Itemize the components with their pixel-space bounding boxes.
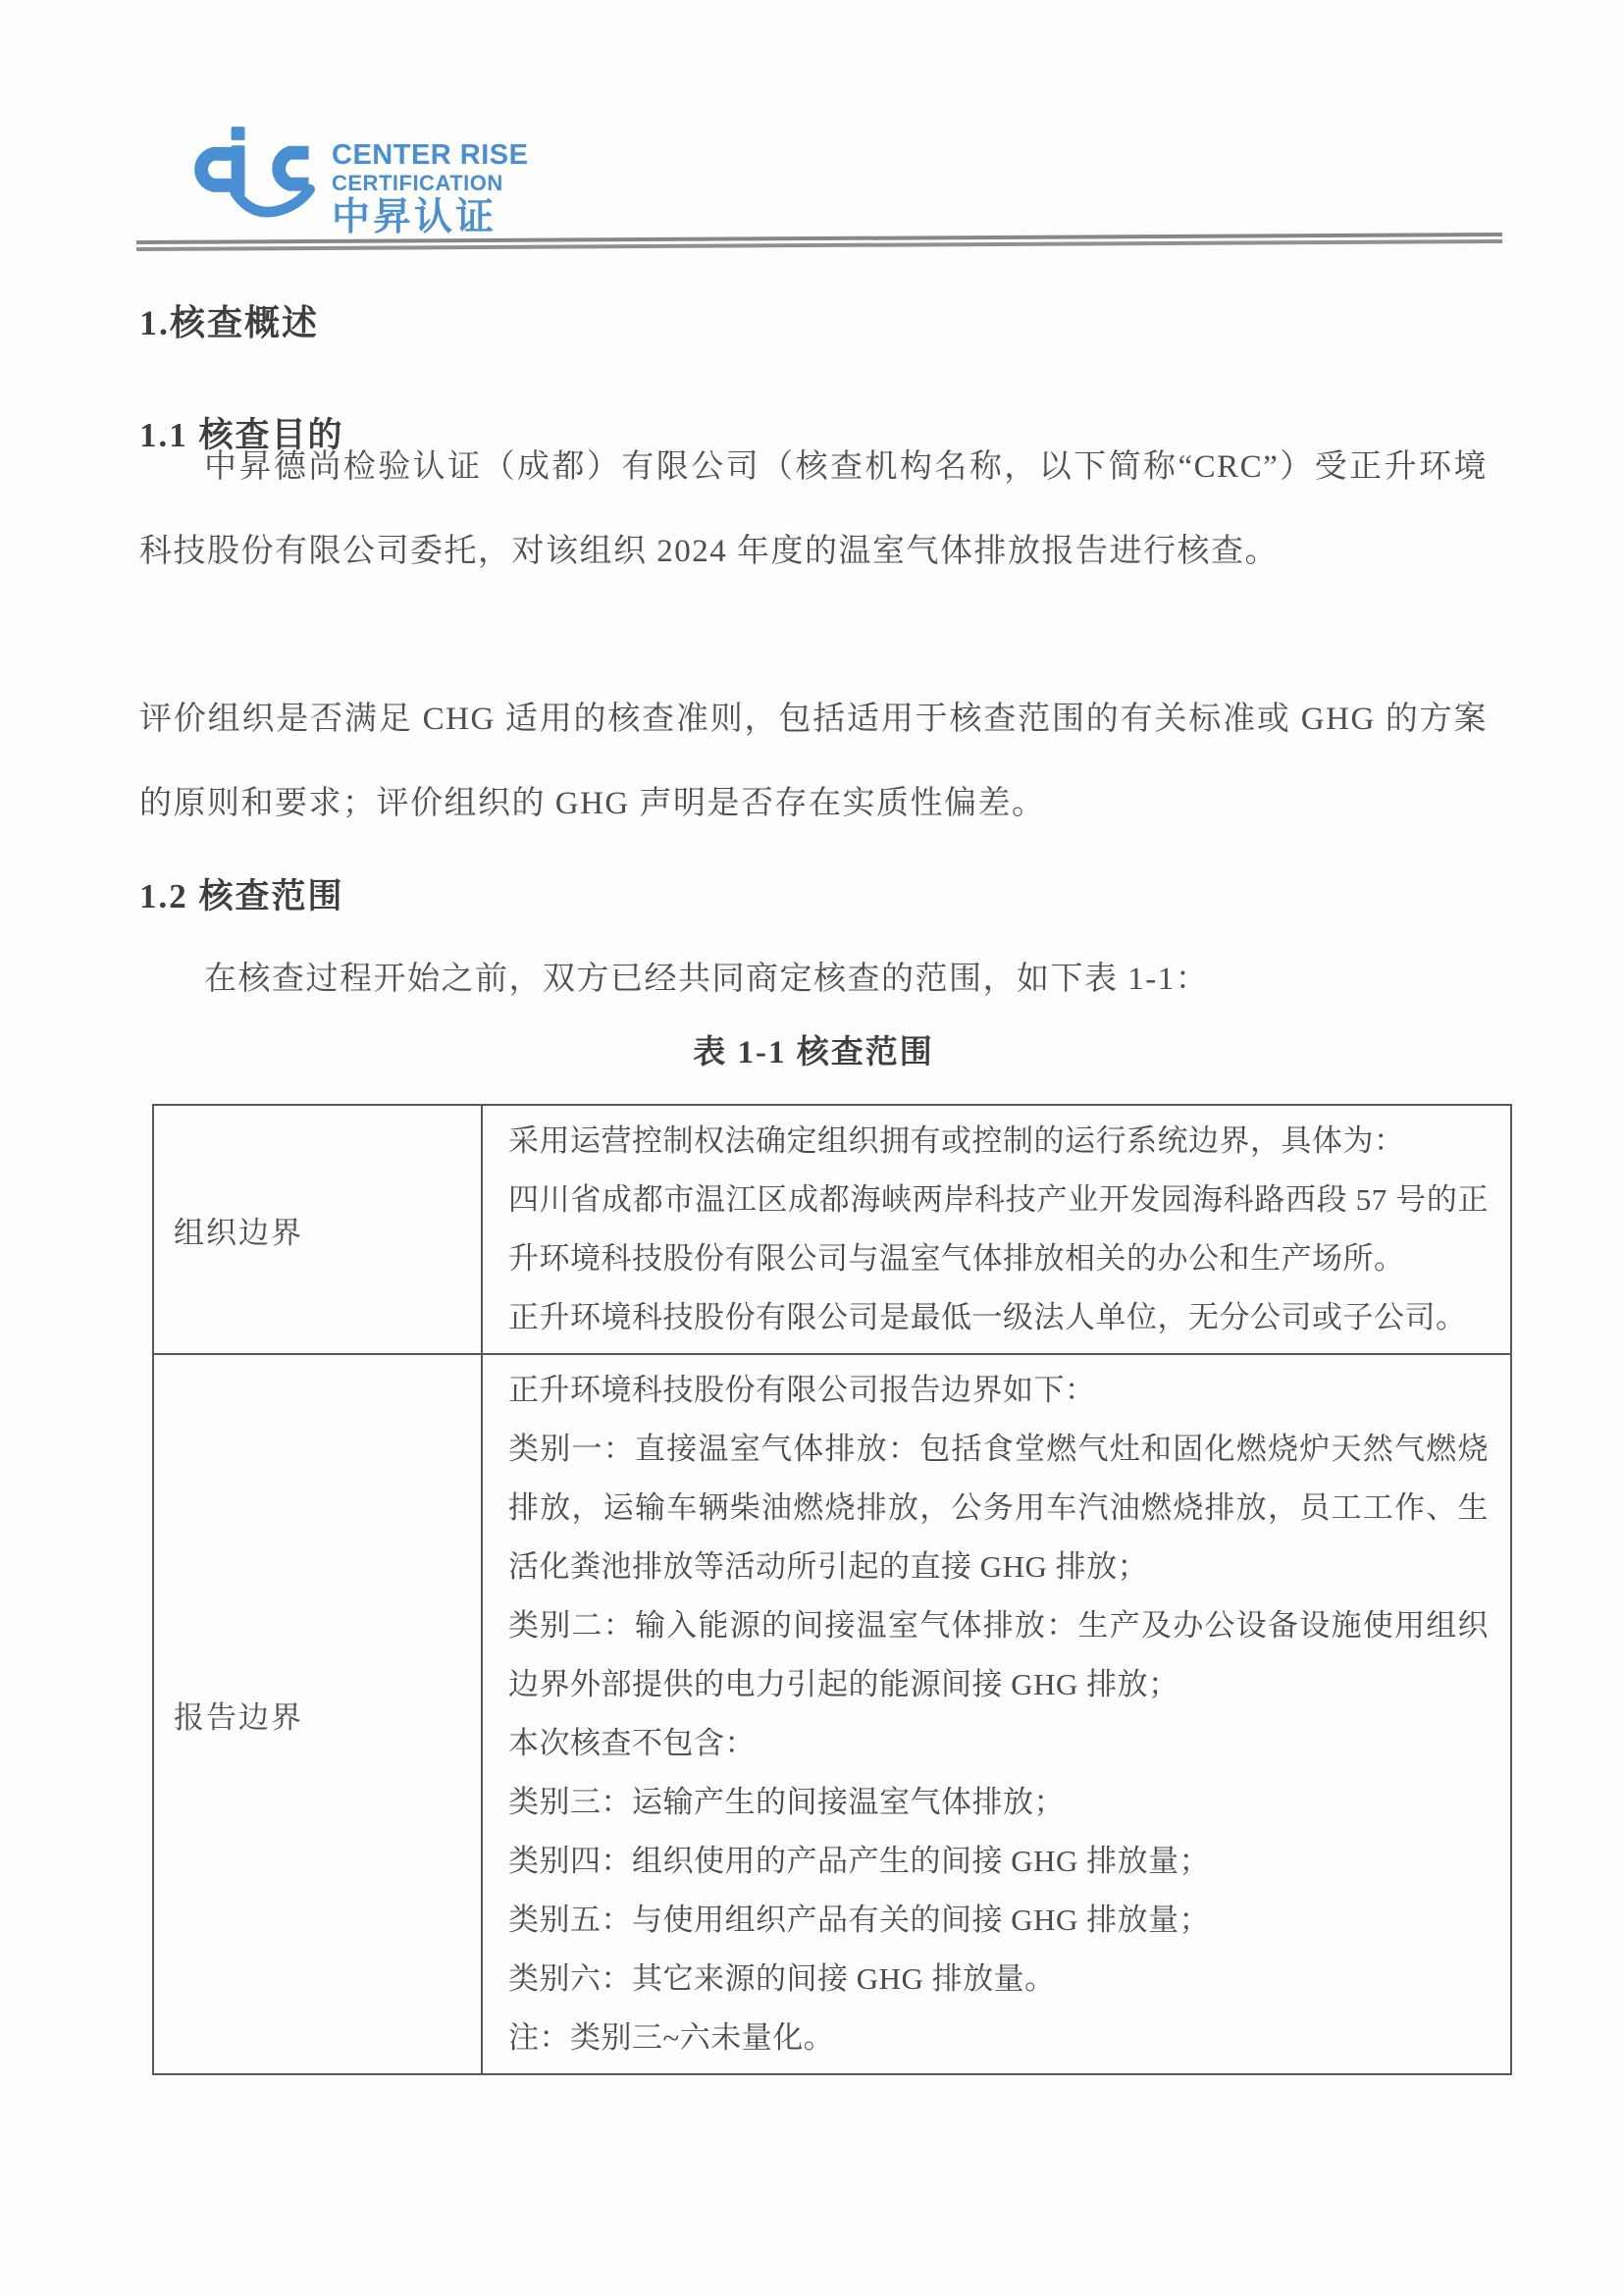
paragraph-scope-intro: 在核查过程开始之前，双方已经共同商定核查的范围，如下表 1-1： xyxy=(204,962,1210,997)
cell-paragraph: 类别五：与使用组织产品有关的间接 GHG 排放量； xyxy=(508,1903,1211,1937)
paragraph-purpose-1: 中昇德尚检验认证（成都）有限公司（核查机构名称，以下简称“CRC”）受正升环境科技股份有限公司委托，对该组织 2024 年度的温室气体排放报告进行核查。 xyxy=(139,449,1488,569)
cell-paragraph: 类别六：其它来源的间接 GHG 排放量。 xyxy=(508,1961,1056,1996)
cell-paragraph: 类别二：输入能源的间接温室气体排放：生产及办公设备设施使用组织边界外部提供的电力引起的能源间接 GHG 排放； xyxy=(508,1608,1489,1701)
table-caption: 表 1-1 核查范围 xyxy=(693,1035,934,1070)
paragraph-purpose-2: 评价组织是否满足 CHG 适用的核查准则，包括适用于核查范围的有关标准或 GHG 的方案的原则和要求；评价组织的 GHG 声明是否存在实质性偏差。 xyxy=(139,702,1488,821)
table-row-reporting-boundary xyxy=(153,1354,1511,2074)
cell-paragraph: 四川省成都市温江区成都海峡两岸科技产业开发园海科路西段 57 号的正升环境科技股份有限公司与温室气体排放相关的办公和生产场所。 xyxy=(508,1182,1489,1276)
cell-paragraph: 类别四：组织使用的产品产生的间接 GHG 排放量； xyxy=(508,1844,1211,1878)
table-row-organizational-boundary xyxy=(153,1105,1511,1354)
scope-table xyxy=(152,1104,1512,2075)
crc-monogram-icon xyxy=(181,126,326,220)
cell-paragraph: 本次核查不包含： xyxy=(508,1726,756,1760)
cell-paragraph: 类别一：直接温室气体排放：包括食堂燃气灶和固化燃烧炉天然气燃烧排放，运输车辆柴油燃烧排放，公务用车汽油燃烧排放，员工工作、生活化粪池排放等活动所引起的直接 GHG 排放； xyxy=(508,1432,1489,1584)
logo-company-name-en: CENTER RISE xyxy=(332,139,529,171)
cell-organizational-boundary xyxy=(482,1105,1511,1354)
cell-reporting-boundary xyxy=(482,1354,1511,2074)
logo-company-name-zh: 中昇认证 xyxy=(332,196,497,238)
logo-certification-label: CERTIFICATION xyxy=(332,171,503,195)
cell-paragraph: 正升环境科技股份有限公司是最低一级法人单位，无分公司或子公司。 xyxy=(508,1300,1467,1334)
row-label-reporting-boundary: 报告边界 xyxy=(153,1354,482,2074)
logo-text-block xyxy=(332,126,528,236)
crc-logo xyxy=(181,126,528,236)
section-heading-overview: 1.核查概述 xyxy=(139,303,320,342)
cell-paragraph: 注：类别三~六未量化。 xyxy=(508,2020,835,2055)
cell-paragraph: 类别三：运输产生的间接温室气体排放； xyxy=(508,1785,1065,1819)
cell-paragraph: 正升环境科技股份有限公司报告边界如下： xyxy=(508,1373,1096,1407)
subsection-heading-purpose: 1.1 核查目的 xyxy=(139,416,344,454)
row-label-organizational-boundary: 组织边界 xyxy=(153,1105,482,1354)
subsection-heading-scope: 1.2 核查范围 xyxy=(139,877,344,915)
cell-paragraph: 采用运营控制权法确定组织拥有或控制的运行系统边界，具体为： xyxy=(508,1123,1405,1158)
